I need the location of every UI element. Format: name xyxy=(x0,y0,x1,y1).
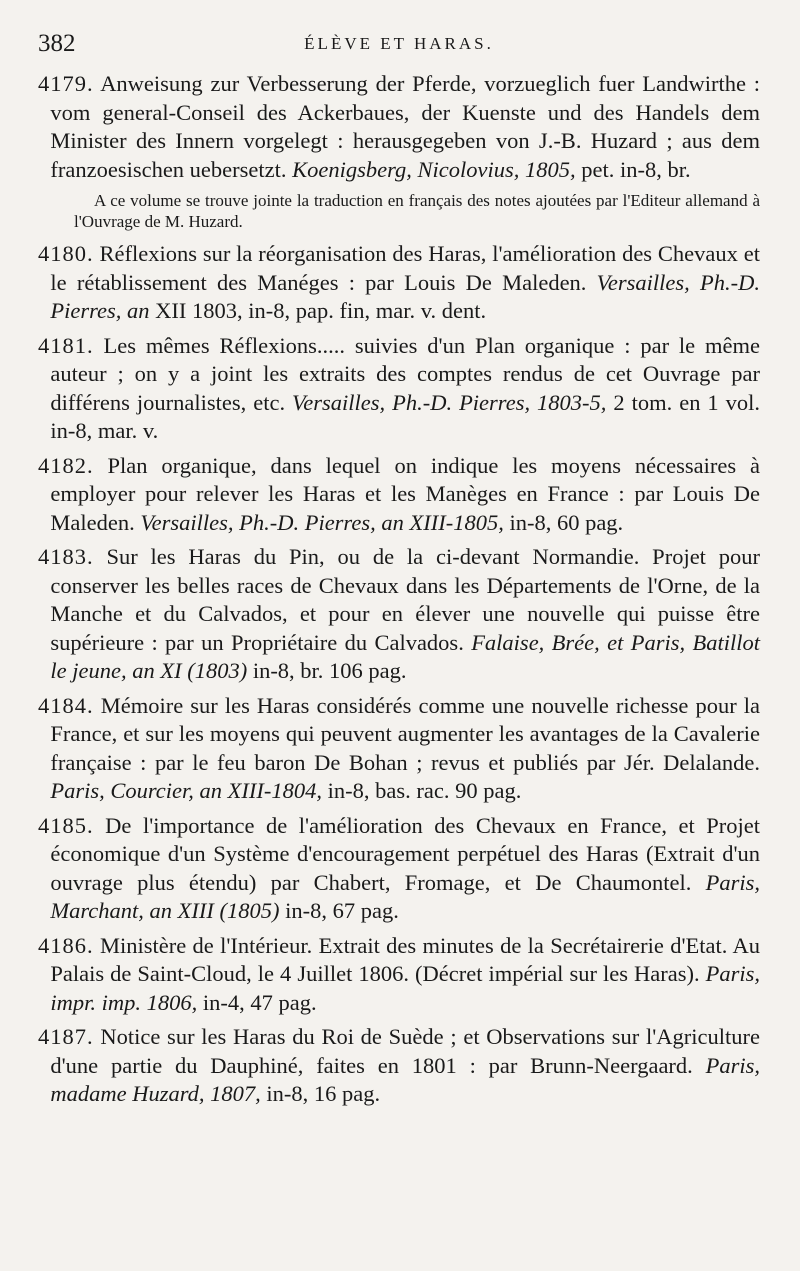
entry-number: 4187. xyxy=(38,1024,94,1049)
entry-tail: XII 1803, in-8, pap. fin, mar. v. dent. xyxy=(149,298,487,323)
page-number: 382 xyxy=(38,30,76,57)
entry-imprint: Paris, Courcier, an XIII-1804, xyxy=(50,778,323,803)
entry-tail: in-8, 16 pag. xyxy=(260,1081,381,1106)
entry-imprint: Versailles, Ph.-D. Pierres, 1803-5, xyxy=(292,389,607,415)
entry-text: Anweisung zur Verbesserung der Pferde, vorzueglich fuer Landwirthe : vom general-Conseil des Ackerbaues, der Kuenste und des Handels dem Minister des Innern vorgelegt : herausgegeben von J.-B. Huzard ; aus dem franzoesischen uebersetzt. xyxy=(50,71,760,182)
entry-tail: in-8, 67 pag. xyxy=(279,898,399,923)
entry-4181 xyxy=(38,332,760,446)
entry-4186 xyxy=(38,932,760,1018)
running-head xyxy=(38,30,760,70)
entry-4180 xyxy=(38,240,760,326)
entry-4179 xyxy=(38,70,760,184)
entry-tail: 2 tom. en 1 vol. in-8, mar. v. xyxy=(50,389,761,443)
entry-tail: in-8, 60 pag. xyxy=(503,509,624,535)
entry-number: 4182. xyxy=(38,452,94,478)
entry-number: 4181. xyxy=(38,332,94,358)
entry-text: Plan organique, dans lequel on indique les moyens nécessaires à employer pour relever les Haras et les Manèges en France : par Louis De Maleden. xyxy=(50,452,760,535)
entry-imprint: Versailles, Ph.-D. Pierres, an XIII-1805, xyxy=(140,509,504,535)
entry-number: 4180. xyxy=(38,241,94,266)
entry-imprint: Paris, Marchant, an XIII (1805) xyxy=(50,869,760,923)
entry-number: 4184. xyxy=(38,692,94,718)
entry-imprint: Falaise, Brée, et Paris, Batillot le jeune, an XI (1803) xyxy=(50,629,760,683)
running-title: ÉLÈVE ET HARAS. xyxy=(304,34,494,53)
entry-imprint: Versailles, Ph.-D. Pierres, an xyxy=(50,269,761,323)
entry-tail: in-8, br. 106 pag. xyxy=(247,658,407,683)
entry-imprint: Koenigsberg, Nicolovius, 1805, xyxy=(292,156,576,182)
entry-text: Réflexions sur la réorganisation des Haras, l'amélioration des Chevaux et le rétablissement des Manéges : par Louis De Maleden. xyxy=(50,241,760,295)
entry-tail: pet. in-8, br. xyxy=(575,156,691,182)
entry-text: De l'importance de l'amélioration des Chevaux en France, et Projet économique d'un Système d'encouragement perpétuel des Haras (Extrait d'un ouvrage plus étendu) par Chabert, Fromage, et De Chaumontel. xyxy=(50,812,761,895)
entry-4184 xyxy=(38,692,760,806)
entry-imprint: Paris, madame Huzard, 1807, xyxy=(50,1052,760,1106)
entry-note: A ce volume se trouve jointe la traduction en français des notes ajoutées par l'Editeur allemand à l'Ouvrage de M. Huzard. xyxy=(74,191,760,231)
entry-imprint: Paris, impr. imp. 1806, xyxy=(50,961,760,1015)
entry-number: 4185. xyxy=(38,812,94,838)
entry-number: 4183. xyxy=(38,544,94,569)
entry-text: Sur les Haras du Pin, ou de la ci-devant Normandie. Projet pour conserver les belles races de Chevaux dans les Départements de l'Orne, de la Manche et du Calvados, et pour en élever une nouvelle qui puisse être supérieure : par un Propriétaire du Calvados. xyxy=(50,544,761,655)
entry-text: Notice sur les Haras du Roi de Suède ; et Observations sur l'Agriculture d'une partie du Dauphiné, faites en 1801 : par Brunn-Neergaard. xyxy=(50,1024,761,1078)
entry-4182 xyxy=(38,452,760,538)
entry-number: 4179. xyxy=(38,71,94,96)
entry-text: Mémoire sur les Haras considérés comme une nouvelle richesse pour la France, et sur les moyens qui peuvent augmenter les avantages de la Cavalerie française : par le feu baron De Bohan ; revus et publiés par Jér. Delalande. xyxy=(50,692,760,775)
entry-tail: in-4, 47 pag. xyxy=(197,989,317,1015)
entry-4187 xyxy=(38,1023,760,1109)
entry-tail: in-8, bas. rac. 90 pag. xyxy=(322,778,522,803)
entry-text: Les mêmes Réflexions..... suivies d'un Plan organique : par le même auteur ; on y a joint les extraits des comptes rendus de cet Ouvrage par différens journalistes, etc. xyxy=(50,332,761,415)
entry-4185 xyxy=(38,812,760,926)
entry-text: Ministère de l'Intérieur. Extrait des minutes de la Secrétairerie d'Etat. Au Palais de Saint-Cloud, le 4 Juillet 1806. (Décret impérial sur les Haras). xyxy=(50,932,760,986)
entry-4183 xyxy=(38,543,760,686)
entry-number: 4186. xyxy=(38,932,94,958)
